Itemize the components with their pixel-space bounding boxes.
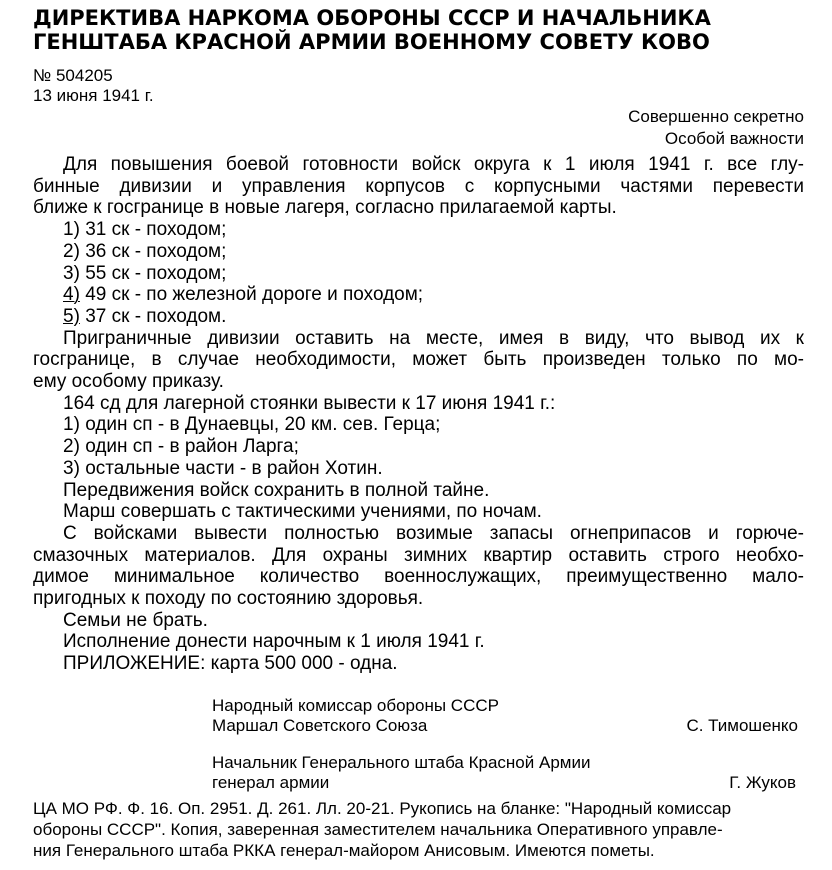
document-body <box>33 154 804 675</box>
paragraph-2-line: ему особому приказу. <box>33 371 224 393</box>
document-number: № 504205 <box>33 66 113 85</box>
paragraph-1-line: бинные дивизии и управления корпусов с корпусными частями перевести <box>33 175 804 197</box>
list-text: 37 ск - походом. <box>85 305 227 327</box>
list-number: 4) <box>63 284 80 306</box>
list-item <box>33 284 804 306</box>
signature-1-title-2: Маршал Советского Союза <box>212 716 428 735</box>
document-title <box>33 6 823 54</box>
list-text: 31 ск - походом; <box>85 219 227 241</box>
paragraph-2-line: госгранице, в случае необходимости, может быть произведен только по мо- <box>33 349 804 371</box>
appendix: ПРИЛОЖЕНИЕ: карта 500 000 - одна. <box>63 653 398 675</box>
list-item <box>33 241 804 263</box>
paragraph-8: Исполнение донести нарочным к 1 июля 1941 г. <box>63 631 485 653</box>
paragraph-5: Марш совершать с тактическими учениями, по ночам. <box>63 501 542 523</box>
list-number: 2) <box>63 240 80 262</box>
list-number: 5) <box>63 305 80 327</box>
list-number: 1) <box>63 219 80 241</box>
signature-2-title-1: Начальник Генерального штаба Красной Армии <box>212 753 591 772</box>
list-item <box>33 436 804 458</box>
title-line-1: ДИРЕКТИВА НАРКОМА ОБОРОНЫ СССР И НАЧАЛЬНИКА <box>33 6 711 30</box>
footnote-line: ния Генерального штаба РККА генерал-майором Анисовым. Имеются пометы. <box>33 841 655 860</box>
list-number: 2) <box>63 436 80 458</box>
list-text: 55 ск - походом; <box>85 262 227 284</box>
signature-1-name: С. Тимошенко <box>686 716 798 735</box>
list-item <box>33 263 804 285</box>
paragraph-4: Передвижения войск сохранить в полной тайне. <box>63 479 490 501</box>
list-text: 49 ск - по железной дороге и походом; <box>85 284 424 306</box>
paragraph-2-line: Приграничные дивизии оставить на месте, имея в виду, что вывод их к <box>63 327 804 349</box>
paragraph-6-line: смазочных материалов. Для охраны зимних квартир оставить строго необхо- <box>33 544 804 566</box>
paragraph-1-line: ближе к госгранице в новые лагеря, согласно прилагаемой карты. <box>33 197 617 219</box>
paragraph-6-line: пригодных к походу по состоянию здоровья. <box>33 588 424 610</box>
classification-secret: Совершенно секретно <box>628 107 804 126</box>
document-date: 13 июня 1941 г. <box>33 86 154 105</box>
list-item <box>33 414 804 436</box>
archive-footnote <box>33 798 804 861</box>
list-text: один сп - в район Ларга; <box>85 436 299 458</box>
paragraph-6-line: димое минимальное количество военнослужащих, преимущественно мало- <box>33 566 804 588</box>
list-item <box>33 219 804 241</box>
title-line-2: ГЕНШТАБА КРАСНОЙ АРМИИ ВОЕННОМУ СОВЕТУ КОВО <box>33 30 710 54</box>
signature-2-name: Г. Жуков <box>729 773 796 792</box>
paragraph-6-line: С войсками вывести полностью возимые запасы огнеприпасов и горюче- <box>63 522 804 544</box>
list-item <box>33 306 804 328</box>
list-number: 3) <box>63 457 80 479</box>
paragraph-3: 164 сд для лагерной стоянки вывести к 17 июня 1941 г.: <box>63 392 556 414</box>
list-text: 36 ск - походом; <box>85 240 227 262</box>
list-number: 1) <box>63 414 80 436</box>
signature-1-title-1: Народный комиссар обороны СССР <box>212 696 499 715</box>
footnote-line: ЦА МО РФ. Ф. 16. Оп. 2951. Д. 261. Лл. 20-21. Рукопись на бланке: "Народный комиссар <box>33 799 732 818</box>
paragraph-1-line: Для повышения боевой готовности войск округа к 1 июля 1941 г. все глу- <box>63 154 804 175</box>
paragraph-7: Семьи не брать. <box>63 609 208 631</box>
list-item <box>33 458 804 480</box>
list-text: один сп - в Дунаевцы, 20 км. сев. Герца; <box>85 414 441 436</box>
footnote-line: обороны СССР". Копия, заверенная заместителем начальника Оперативного управле- <box>33 820 723 839</box>
list-number: 3) <box>63 262 80 284</box>
signature-2-title-2: генерал армии <box>212 773 330 792</box>
classification-importance: Особой важности <box>664 129 804 148</box>
list-text: остальные части - в район Хотин. <box>85 457 383 479</box>
